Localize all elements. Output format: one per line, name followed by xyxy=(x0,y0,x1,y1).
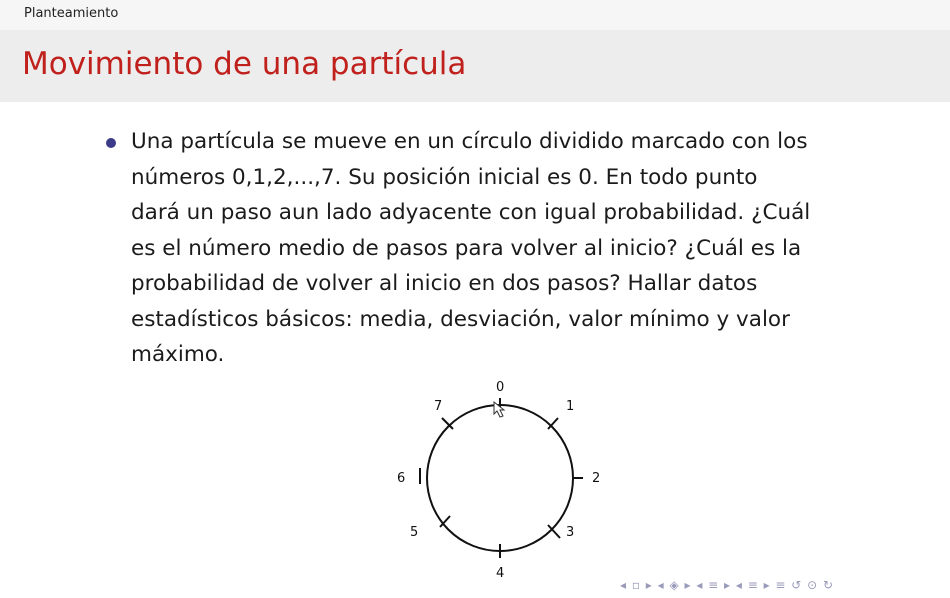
statement-line: estadísticos básicos: media, desviación, valor mínimo y valor xyxy=(131,306,790,332)
statement-line: es el número medio de pasos para volver al inicio? ¿Cuál es la xyxy=(131,235,802,261)
statement-line: máximo. xyxy=(131,342,225,367)
section-label: Planteamiento xyxy=(24,6,119,21)
statement-line: números 0,1,2,...,7. Su posición inicial es 0. En todo punto xyxy=(131,164,758,190)
position-label-6: 6 xyxy=(397,471,406,486)
circle-diagram xyxy=(380,370,620,590)
slide-navigation[interactable]: ◂ ▫ ▸ ◂ ◈ ▸ ◂ ≡ ▸ ◂ ≡ ▸ ≡ ↺ ⊙ ↻ xyxy=(620,578,835,592)
position-label-1: 1 xyxy=(566,399,575,414)
position-label-7: 7 xyxy=(434,399,443,414)
statement-line: Una partícula se mueve en un círculo dividido marcado con los xyxy=(131,129,808,154)
position-label-5: 5 xyxy=(410,525,419,540)
slide-title: Movimiento de una partícula xyxy=(22,46,467,82)
statement-line: probabilidad de volver al inicio en dos pasos? Hallar datos xyxy=(131,271,758,296)
position-label-0: 0 xyxy=(496,380,505,395)
position-label-2: 2 xyxy=(592,471,601,486)
bullet-icon xyxy=(106,138,116,148)
position-label-4: 4 xyxy=(496,566,505,581)
problem-statement xyxy=(131,124,891,373)
position-label-3: 3 xyxy=(566,525,575,540)
header-band xyxy=(0,0,950,30)
statement-line: dará un paso aun lado adyacente con igual probabilidad. ¿Cuál xyxy=(131,200,811,225)
